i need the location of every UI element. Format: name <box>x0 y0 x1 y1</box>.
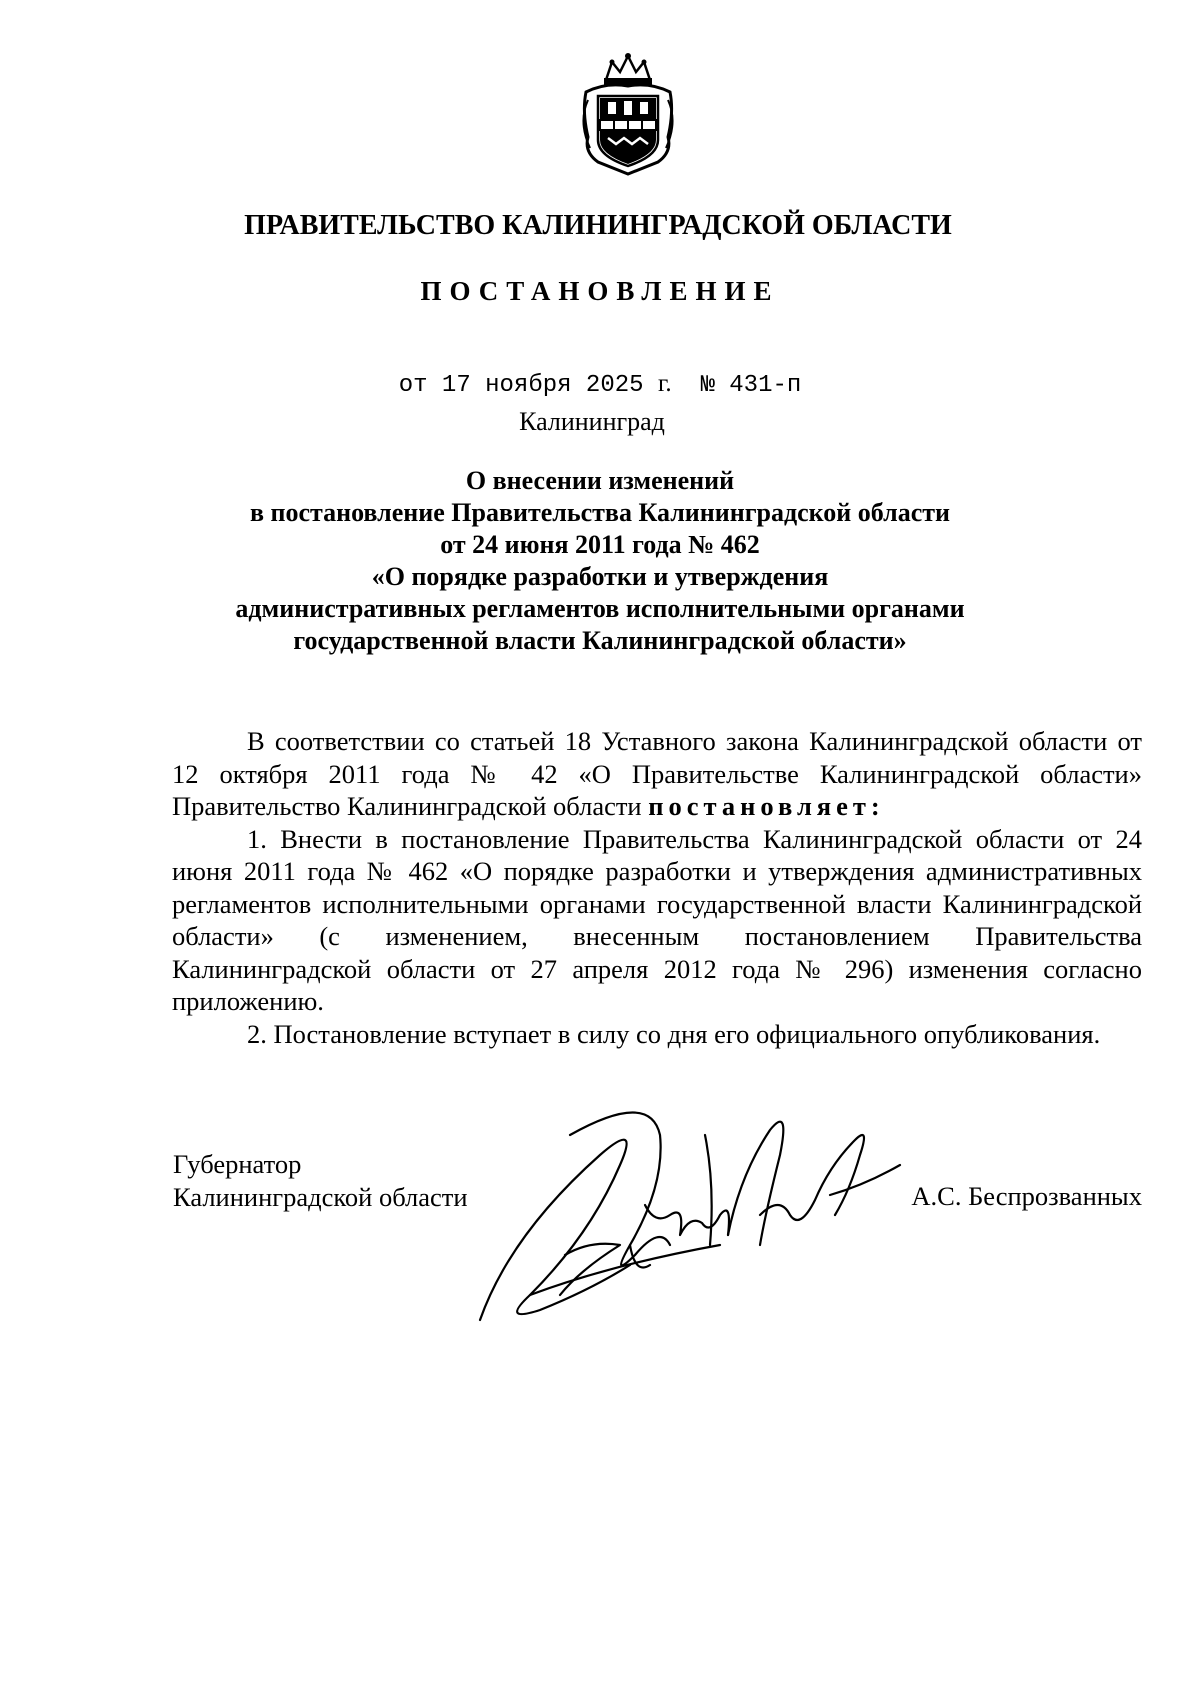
subject-line: «О порядке разработки и утверждения <box>371 562 829 591</box>
organization-title: ПРАВИТЕЛЬСТВО КАЛИНИНГРАДСКОЙ ОБЛАСТИ <box>244 210 952 241</box>
subject-line: от 24 июня 2011 года № 462 <box>440 530 760 559</box>
item-2-paragraph: 2. Постановление вступает в силу со дня его официального опубликования. <box>247 1018 1101 1049</box>
preamble-paragraph <box>172 725 1142 823</box>
position-line-1: Губернатор <box>173 1149 302 1179</box>
subject-line: О внесении изменений <box>465 466 735 495</box>
handwritten-signature <box>470 1095 910 1325</box>
preamble-text: В соответствии со статьей 18 Уставного закона Калининградской области от 12 октября 2011 года № 42 «О Правительстве Калининградской области» Правительство Калининградской области <box>172 726 1142 821</box>
decree-word: постановляет: <box>648 791 885 821</box>
document-body <box>172 725 1142 1050</box>
subject-line: государственной власти Калининградской области» <box>293 626 907 655</box>
signatory-name: А.С. Беспрозванных <box>911 1181 1142 1211</box>
signatory-position <box>173 1148 468 1214</box>
document-number: № 431-п <box>700 372 802 399</box>
document-subject <box>0 465 1200 657</box>
subject-line: в постановление Правительства Калининградской области <box>249 498 951 527</box>
document-date: от 17 ноября 2025 <box>398 372 644 399</box>
document-type: ПОСТАНОВЛЕНИЕ <box>420 276 780 306</box>
document-date-line <box>0 370 1200 399</box>
year-suffix: г. <box>657 370 672 397</box>
subject-line: административных регламентов исполнительными органами <box>235 594 965 623</box>
document-city: Калининград <box>519 407 665 436</box>
coat-of-arms-icon <box>578 52 678 176</box>
item-1-paragraph: 1. Внести в постановление Правительства Калининградской области от 24 июня 2011 года № 462 «О порядке разработки и утверждения административных регламентов исполнительными органами государственной власти Калининградской области» (с изменением, внесенным постановлением Правительства Калининградской области от 27 апреля 2012 года № 296) изменения согласно приложению. <box>172 823 1142 1016</box>
position-line-2: Калининградской области <box>173 1182 468 1212</box>
